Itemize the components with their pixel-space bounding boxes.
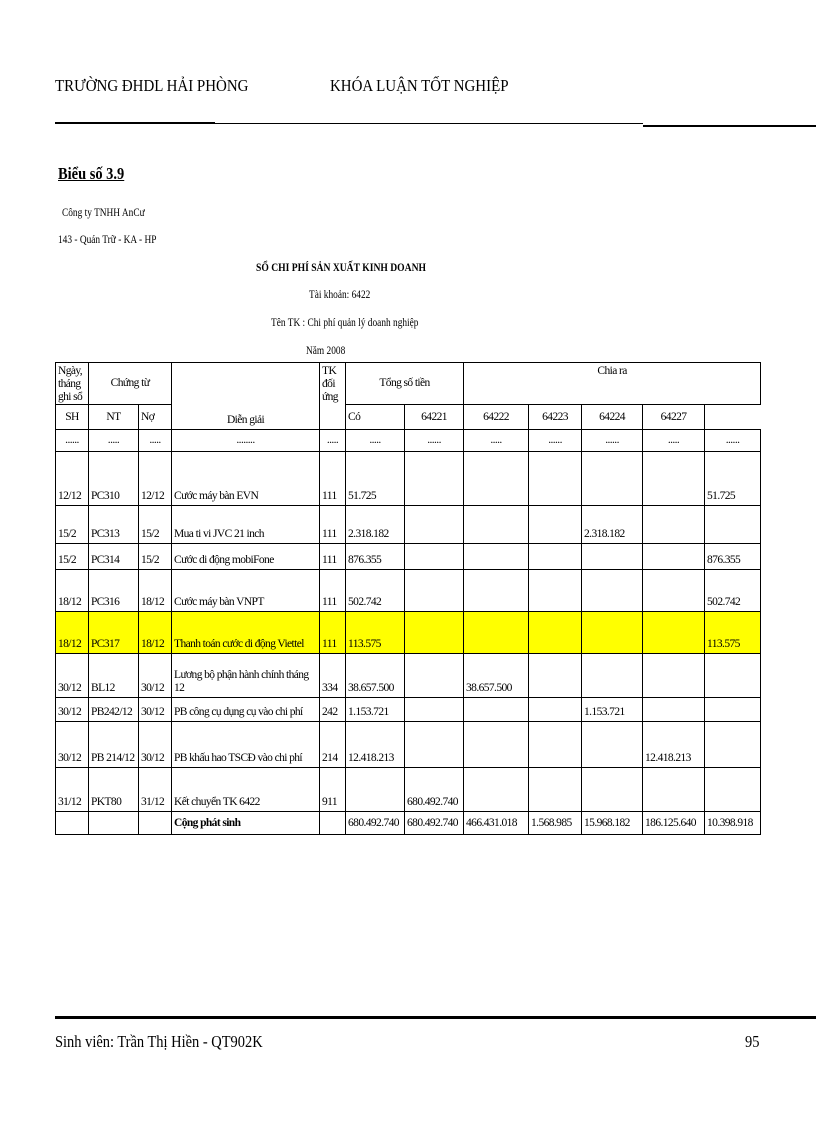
row-a4 (643, 654, 705, 698)
row-sh: BL12 (89, 654, 139, 698)
row-a4 (643, 506, 705, 544)
row-a4 (643, 612, 705, 654)
table-row (56, 768, 761, 812)
row-a4 (643, 570, 705, 612)
dots-cell: ...... (582, 430, 643, 452)
row-nt: 15/2 (139, 506, 172, 544)
row-date: 15/2 (56, 506, 89, 544)
table-row (56, 654, 761, 698)
row-co (405, 722, 464, 768)
row-no: 113.575 (346, 612, 405, 654)
row-a2 (529, 722, 582, 768)
row-a1 (464, 506, 529, 544)
header-rule (215, 123, 643, 124)
header-sh: SH (56, 405, 89, 430)
total-label: Cộng phát sinh (172, 812, 320, 835)
total-cell (56, 812, 89, 835)
dots-cell: ..... (89, 430, 139, 452)
dots-cell: ...... (405, 430, 464, 452)
row-a2 (529, 768, 582, 812)
row-tk: 111 (320, 570, 346, 612)
row-date: 30/12 (56, 654, 89, 698)
row-co (405, 544, 464, 570)
total-a3: 15.968.182 (582, 812, 643, 835)
row-sh: PC314 (89, 544, 139, 570)
row-tk: 242 (320, 698, 346, 722)
company-address: 143 - Quán Trữ - KA - HP (58, 232, 157, 246)
row-a5: 51.725 (705, 452, 761, 506)
row-a3 (582, 452, 643, 506)
header-row (56, 405, 761, 430)
row-desc: Cước máy bàn EVN (172, 452, 320, 506)
dots-cell: ..... (643, 430, 705, 452)
row-tk: 334 (320, 654, 346, 698)
row-tk: 111 (320, 544, 346, 570)
thesis-title: KHÓA LUẬN TỐT NGHIỆP (330, 76, 509, 95)
row-nt: 30/12 (139, 698, 172, 722)
dots-cell: ..... (464, 430, 529, 452)
row-a2 (529, 544, 582, 570)
ledger-account-name: Tên TK : Chi phí quản lý doanh nghiệp (271, 315, 419, 329)
row-a4 (643, 452, 705, 506)
row-date: 15/2 (56, 544, 89, 570)
total-a5: 10.398.918 (705, 812, 761, 835)
total-a2: 1.568.985 (529, 812, 582, 835)
dots-cell: ........ (172, 430, 320, 452)
row-a1 (464, 544, 529, 570)
row-desc: Kết chuyển TK 6422 (172, 768, 320, 812)
ledger-table (55, 362, 761, 835)
row-nt: 30/12 (139, 654, 172, 698)
row-sh: PC316 (89, 570, 139, 612)
row-desc: Cước máy bàn VNPT (172, 570, 320, 612)
total-a1: 466.431.018 (464, 812, 529, 835)
row-a5 (705, 654, 761, 698)
row-a2 (529, 506, 582, 544)
row-nt: 12/12 (139, 452, 172, 506)
row-desc: Thanh toán cước di động Viettel (172, 612, 320, 654)
row-tk: 911 (320, 768, 346, 812)
row-sh: PKT80 (89, 768, 139, 812)
row-sh: PC317 (89, 612, 139, 654)
row-a3 (582, 722, 643, 768)
header-split: Chia ra (464, 363, 761, 405)
row-a4 (643, 544, 705, 570)
row-desc: Cước di động mobiFone (172, 544, 320, 570)
row-co (405, 452, 464, 506)
row-tk: 111 (320, 452, 346, 506)
header-account: 64224 (582, 405, 643, 430)
row-a3 (582, 768, 643, 812)
table-row (56, 612, 761, 654)
header-total: Tổng số tiền (346, 363, 464, 405)
row-sh: PC310 (89, 452, 139, 506)
table-row (56, 698, 761, 722)
dots-row (56, 430, 761, 452)
row-date: 30/12 (56, 698, 89, 722)
row-a2 (529, 698, 582, 722)
table-row (56, 722, 761, 768)
row-a3: 1.153.721 (582, 698, 643, 722)
row-a1 (464, 612, 529, 654)
row-no: 51.725 (346, 452, 405, 506)
header-date: Ngày, tháng ghi sổ (56, 363, 89, 405)
row-nt: 15/2 (139, 544, 172, 570)
row-no: 1.153.721 (346, 698, 405, 722)
row-a5: 113.575 (705, 612, 761, 654)
header-rule (55, 122, 215, 124)
header-account: 64223 (529, 405, 582, 430)
row-a3 (582, 570, 643, 612)
row-no (346, 768, 405, 812)
row-a3 (582, 654, 643, 698)
header-account: 64222 (464, 405, 529, 430)
header-rule (643, 125, 816, 127)
row-date: 18/12 (56, 570, 89, 612)
school-name: TRƯỜNG ĐHDL HẢI PHÒNG (55, 76, 249, 95)
ledger-account: Tài khoản: 6422 (309, 287, 371, 301)
row-no: 876.355 (346, 544, 405, 570)
total-cell (89, 812, 139, 835)
row-a5: 876.355 (705, 544, 761, 570)
row-no: 38.657.500 (346, 654, 405, 698)
table-row (56, 452, 761, 506)
row-co (405, 612, 464, 654)
total-co: 680.492.740 (405, 812, 464, 835)
row-a2 (529, 570, 582, 612)
row-a5 (705, 506, 761, 544)
row-nt: 30/12 (139, 722, 172, 768)
row-sh: PC313 (89, 506, 139, 544)
dots-cell: ..... (320, 430, 346, 452)
header-account: 64221 (405, 405, 464, 430)
row-a1 (464, 570, 529, 612)
row-sh: PB242/12 (89, 698, 139, 722)
header-row (56, 363, 761, 385)
row-a3: 2.318.182 (582, 506, 643, 544)
row-date: 18/12 (56, 612, 89, 654)
row-a4 (643, 698, 705, 722)
row-a1: 38.657.500 (464, 654, 529, 698)
row-tk: 214 (320, 722, 346, 768)
table-row (56, 506, 761, 544)
row-no: 2.318.182 (346, 506, 405, 544)
total-row (56, 812, 761, 835)
row-tk: 111 (320, 612, 346, 654)
row-a2 (529, 612, 582, 654)
row-a1 (464, 768, 529, 812)
row-nt: 31/12 (139, 768, 172, 812)
company-name: Công ty TNHH AnCư (62, 205, 145, 219)
table-row (56, 544, 761, 570)
row-a1 (464, 698, 529, 722)
table-row (56, 570, 761, 612)
total-a4: 186.125.640 (643, 812, 705, 835)
row-desc: PB công cụ dụng cụ vào chi phí (172, 698, 320, 722)
dots-cell: ..... (139, 430, 172, 452)
page-number: 95 (745, 1032, 760, 1051)
row-date: 31/12 (56, 768, 89, 812)
row-a5 (705, 722, 761, 768)
row-a2 (529, 654, 582, 698)
row-nt: 18/12 (139, 612, 172, 654)
header-nt: NT (89, 405, 139, 430)
total-cell (139, 812, 172, 835)
row-a1 (464, 722, 529, 768)
row-tk: 111 (320, 506, 346, 544)
row-a3 (582, 544, 643, 570)
row-a4: 12.418.213 (643, 722, 705, 768)
dots-cell: ...... (56, 430, 89, 452)
row-co (405, 698, 464, 722)
form-id: Biểu số 3.9 (58, 164, 125, 183)
row-co (405, 570, 464, 612)
ledger-year: Năm 2008 (306, 343, 346, 357)
row-sh: PB 214/12 (89, 722, 139, 768)
row-a3 (582, 612, 643, 654)
row-date: 12/12 (56, 452, 89, 506)
row-a5 (705, 768, 761, 812)
row-a1 (464, 452, 529, 506)
header-tk: TK đối ứng (320, 363, 346, 430)
row-desc: Lương bộ phận hành chính tháng 12 (172, 654, 320, 698)
total-no: 680.492.740 (346, 812, 405, 835)
ledger-title: SỔ CHI PHÍ SẢN XUẤT KINH DOANH (256, 260, 426, 274)
row-co (405, 506, 464, 544)
row-date: 30/12 (56, 722, 89, 768)
row-no: 12.418.213 (346, 722, 405, 768)
row-nt: 18/12 (139, 570, 172, 612)
ledger-body (56, 452, 761, 812)
row-co (405, 654, 464, 698)
header-voucher: Chứng từ (89, 363, 172, 405)
row-desc: PB khấu hao TSCĐ vào chi phí (172, 722, 320, 768)
dots-cell: ..... (346, 430, 405, 452)
row-a2 (529, 452, 582, 506)
footer-rule (55, 1016, 816, 1019)
row-co: 680.492.740 (405, 768, 464, 812)
header-co: Có (346, 405, 405, 430)
row-a5: 502.742 (705, 570, 761, 612)
row-a4 (643, 768, 705, 812)
header-desc: Diễn giải (172, 363, 320, 430)
dots-cell: ...... (529, 430, 582, 452)
row-a5 (705, 698, 761, 722)
student-name: Sinh viên: Trần Thị Hiền - QT902K (55, 1032, 263, 1051)
row-no: 502.742 (346, 570, 405, 612)
header-no: Nợ (139, 405, 172, 430)
dots-cell: ...... (705, 430, 761, 452)
header-account: 64227 (643, 405, 705, 430)
row-desc: Mua ti vi JVC 21 inch (172, 506, 320, 544)
total-cell (320, 812, 346, 835)
